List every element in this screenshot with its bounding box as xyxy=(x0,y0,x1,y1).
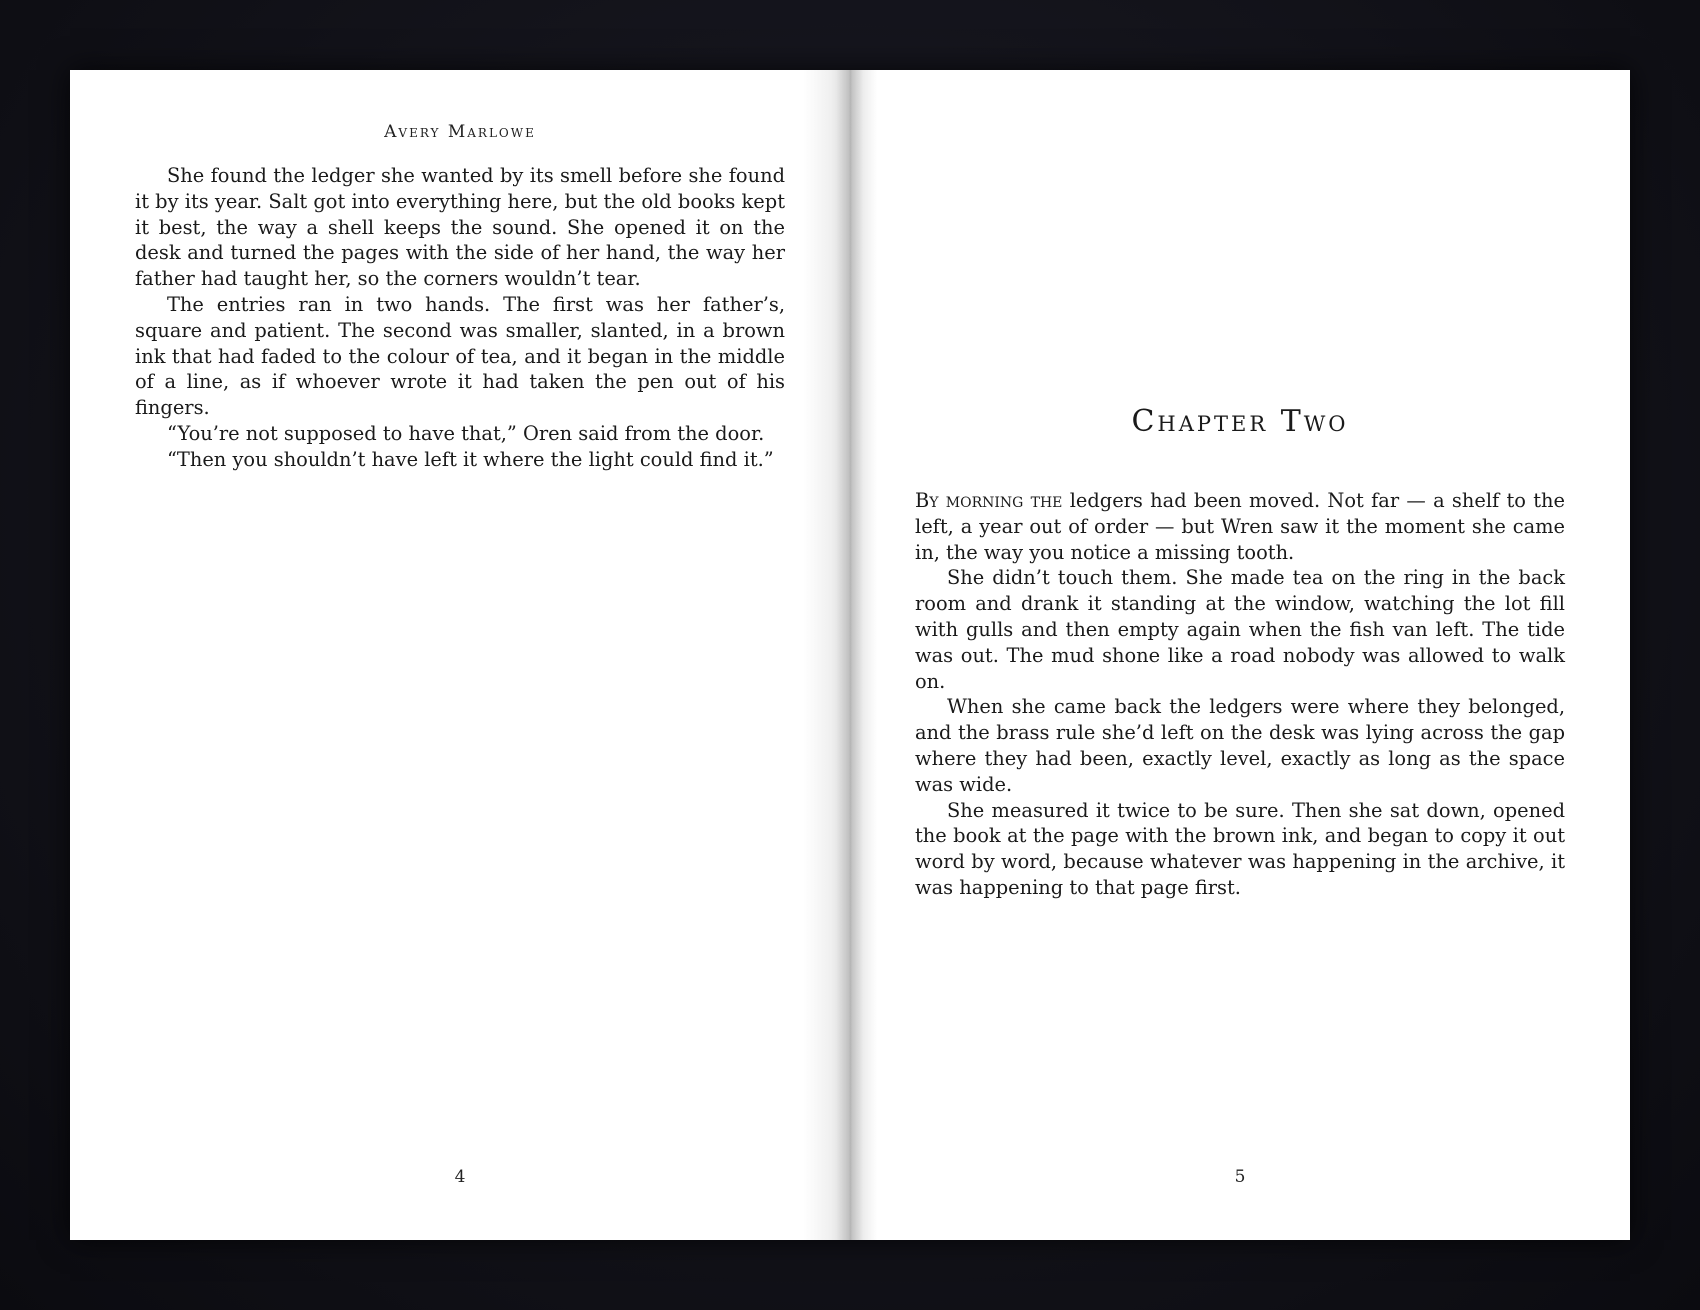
chapter-title: Chapter Two xyxy=(1131,404,1349,439)
right-page-text xyxy=(915,488,1565,901)
paragraph: “You’re not supposed to have that,” Oren said from the door. xyxy=(167,421,765,445)
paragraph: She didn’t touch them. She made tea on the ring in the back room and drank it standing at the window, watching the lot fill with gulls and then empty again when the fish van left. The tide was out. The mud shone like a road nobody was allowed to walk on. xyxy=(915,566,1565,693)
right-page[interactable] xyxy=(850,70,1630,1240)
book-spread xyxy=(70,70,1630,1240)
paragraph: “Then you shouldn’t have left it where the light could find it.” xyxy=(167,447,774,471)
page-number-left: 4 xyxy=(454,1167,466,1187)
left-page-text xyxy=(135,163,785,473)
chapter-lead-in: By morning the xyxy=(915,489,1063,512)
paragraph: The entries ran in two hands. The first was her father’s, square and patient. The second was smaller, slanted, in a brown ink that had faded to the colour of tea, and it began in the middle of a line, as if whoever wrote it had taken the pen out of his fingers. xyxy=(135,292,785,420)
opening-paragraph-text: ledgers had been moved. Not far — a shelf to the left, a year out of order — but Wren saw it the moment she came in, the way you notice a missing tooth. xyxy=(915,489,1566,564)
left-page[interactable] xyxy=(70,70,850,1240)
paragraph: She found the ledger she wanted by its smell before she found it by its year. Salt got into everything here, but the old books kept it best, the way a shell keeps the sound. She opened it on the desk and turned the pages with the side of her hand, the way her father had taught her, so the corners wouldn’t tear. xyxy=(135,164,785,291)
opening-paragraph xyxy=(915,488,1565,565)
running-head-author: Avery Marlowe xyxy=(384,122,536,142)
paragraph: She measured it twice to be sure. Then she sat down, opened the book at the page with the brown ink, and began to copy it out word by word, because whatever was happening in the archive, it was happening to that page first. xyxy=(915,798,1565,899)
paragraph: When she came back the ledgers were where they belonged, and the brass rule she’d left on the desk was lying across the gap where they had been, exactly level, exactly as long as the space was wide. xyxy=(915,695,1565,796)
page-number-right: 5 xyxy=(1234,1167,1246,1187)
